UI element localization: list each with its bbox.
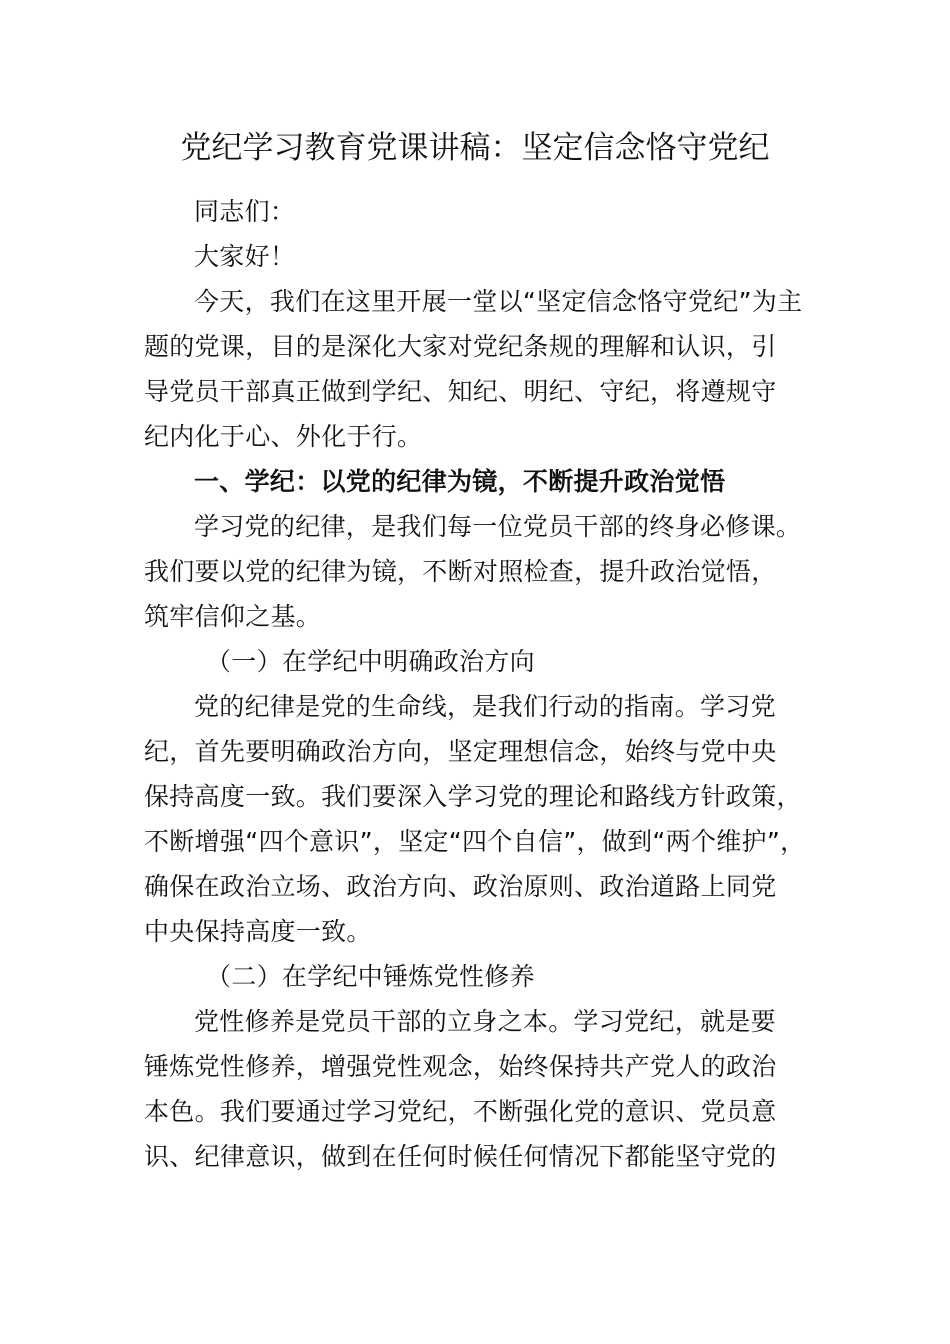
greeting: 大家好！	[194, 242, 296, 271]
subsection-heading-2: （二）在学纪中锤炼党性修养	[206, 962, 535, 991]
subsection-1-line-2: 纪，首先要明确政治方向，坚定理想信念，始终与党中央	[144, 737, 777, 766]
section-1-line-2: 我们要以党的纪律为镜，不断对照检查，提升政治觉悟，	[144, 557, 777, 586]
section-heading-1: 一、学纪：以党的纪律为镜，不断提升政治觉悟	[194, 467, 726, 496]
subsection-2-line-4: 识、纪律意识，做到在任何时候任何情况下都能坚守党的	[144, 1142, 777, 1171]
subsection-2-line-2: 锤炼党性修养，增强党性观念，始终保持共产党人的政治	[144, 1052, 777, 1081]
intro-line-4: 纪内化于心、外化于行。	[144, 422, 423, 451]
subsection-1-line-4: 不断增强“四个意识”，坚定“四个自信”，做到“两个维护”，	[144, 827, 806, 856]
subsection-1-line-5: 确保在政治立场、政治方向、政治原则、政治道路上同党	[144, 872, 777, 901]
subsection-heading-1: （一）在学纪中明确政治方向	[206, 647, 535, 676]
subsection-2-line-1: 党性修养是党员干部的立身之本。学习党纪，就是要	[194, 1007, 776, 1036]
intro-line-2: 题的党课，目的是深化大家对党纪条规的理解和认识，引	[144, 332, 777, 361]
subsection-1-line-1: 党的纪律是党的生命线，是我们行动的指南。学习党	[194, 692, 776, 721]
section-1-line-3: 筑牢信仰之基。	[144, 602, 322, 631]
section-1-line-1: 学习党的纪律，是我们每一位党员干部的终身必修课。	[194, 512, 802, 541]
intro-line-1: 今天，我们在这里开展一堂以“坚定信念恪守党纪”为主	[194, 287, 803, 316]
subsection-2-line-3: 本色。我们要通过学习党纪，不断强化党的意识、党员意	[144, 1097, 777, 1126]
document-title: 党纪学习教育党课讲稿：坚定信念恪守党纪	[180, 130, 770, 166]
subsection-1-line-6: 中央保持高度一致。	[144, 917, 372, 946]
subsection-1-line-3: 保持高度一致。我们要深入学习党的理论和路线方针政策，	[144, 782, 802, 811]
salutation: 同志们：	[194, 197, 296, 226]
intro-line-3: 导党员干部真正做到学纪、知纪、明纪、守纪，将遵规守	[144, 377, 777, 406]
